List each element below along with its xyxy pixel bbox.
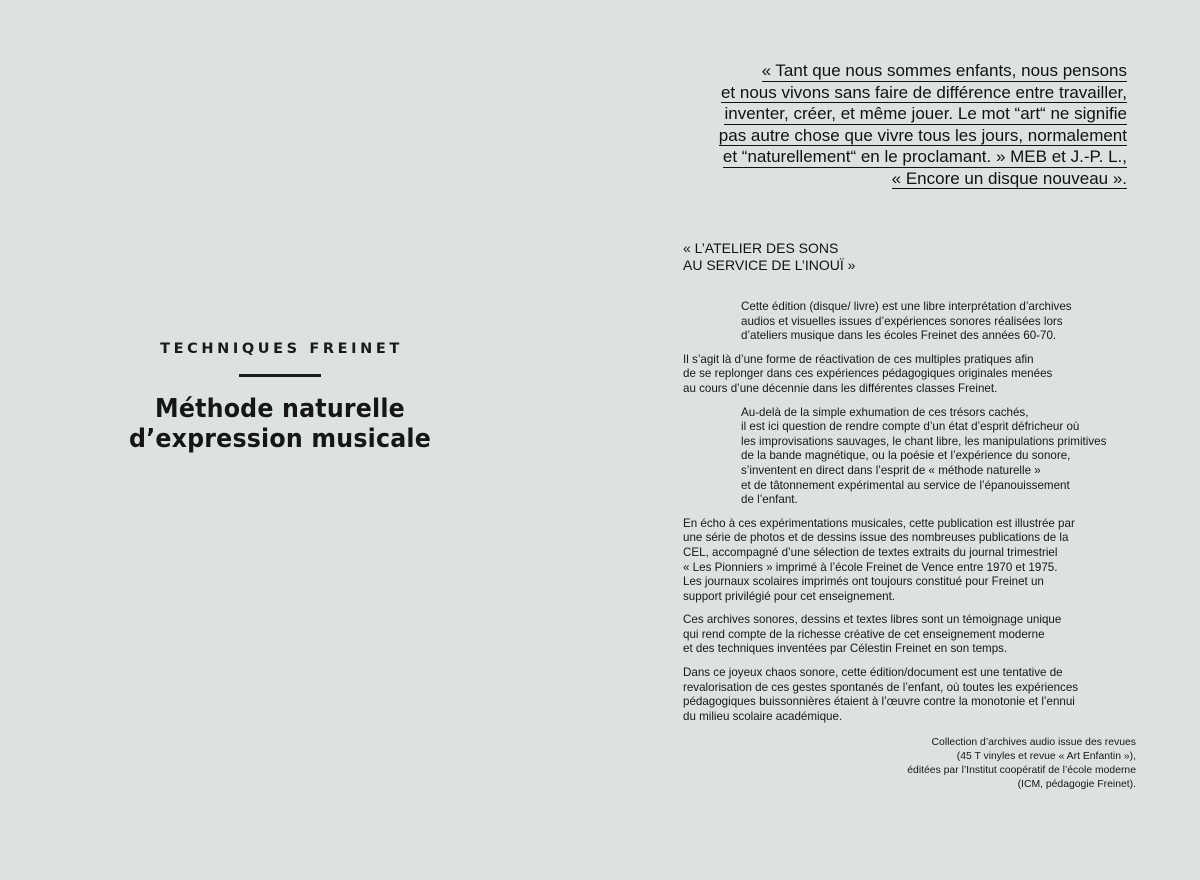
right-page xyxy=(600,0,1200,880)
quote-line: « Encore un disque nouveau ». xyxy=(891,168,1127,188)
heading-line: « L’ATELIER DES SONS xyxy=(683,240,839,256)
epigraph-quote xyxy=(667,60,1127,189)
cover-series-label: TECHNIQUES FREINET xyxy=(160,341,403,357)
section-heading xyxy=(683,240,855,274)
quote-line: et “naturellement“ en le proclamant. » MEB et J.-P. L., xyxy=(722,147,1127,166)
colophon-credit xyxy=(907,736,1136,792)
cover-title-line: Méthode naturelle xyxy=(155,394,405,424)
heading-line: AU SERVICE DE L’INOUÏ » xyxy=(683,257,856,273)
paragraph-reactivation: Il s’agit là d’une forme de réactivation de ces multiples pratiques afin de se replonger dans ces expériences pédagogiques originales menées au cours d’une décennie dans les différentes classes Freinet. xyxy=(683,352,1053,395)
cover-title-line: d’expression musicale xyxy=(129,424,431,454)
colophon-line: Collection d’archives audio issue des revues xyxy=(931,737,1136,748)
paragraph-chaos: Dans ce joyeux chaos sonore, cette édition/document est une tentative de revalorisation de ces gestes spontanés de l’enfant, où toutes les expériences pédagogiques buissonnières étaient à l’œuvre contre la monotonie et l’ennui du milieu scolaire académique. xyxy=(683,666,1079,723)
cover-reproduction xyxy=(110,340,450,454)
cover-divider-rule xyxy=(239,374,321,377)
quote-line: inventer, créer, et même jouer. Le mot “art“ ne signifie xyxy=(724,104,1127,123)
quote-line: « Tant que nous sommes enfants, nous pensons xyxy=(761,61,1127,80)
paragraph-exhumation: Au-delà de la simple exhumation de ces trésors cachés, il est ici question de rendre compte d’un état d’esprit défricheur où les improvisations sauvages, le chant libre, les manipulations primitives de la bande magnétique, ou la poésie et l’expérience du sonore, s’inventent en direct dans l’esprit de « méthode naturelle » et de tâtonnement expérimental au service de l’épanouissement de l’enfant. xyxy=(741,405,1107,507)
paragraph-illustrations: En écho à ces expérimentations musicales, cette publication est illustrée par une série de photos et de dessins issue des nombreuses publications de la CEL, accompagné d’une sélection de textes extraits du journal trimestriel « Les Pionniers » imprimé à l’école Freinet de Vence entre 1970 et 1975. Les journaux scolaires imprimés ont toujours constitué pour Freinet un support privilégié pour cet enseignement. xyxy=(683,516,1075,603)
colophon-line: éditées par l’Institut coopératif de l’école moderne xyxy=(907,765,1136,776)
quote-line: pas autre chose que vivre tous les jours, normalement xyxy=(718,125,1127,145)
colophon-line: (ICM, pédagogie Freinet). xyxy=(1017,779,1136,790)
colophon-line: (45 T vinyles et revue « Art Enfantin »), xyxy=(956,751,1136,762)
paragraph-intro: Cette édition (disque/ livre) est une libre interprétation d’archives audios et visuelles issues d’expériences sonores réalisées lors d’ateliers musique dans les écoles Freinet des années 60-70. xyxy=(741,300,1072,343)
cover-title xyxy=(122,394,438,454)
body-text xyxy=(683,300,1153,733)
paragraph-archives: Ces archives sonores, dessins et textes libres sont un témoignage unique qui rend compte de la richesse créative de cet enseignement moderne et des techniques inventées par Célestin Freinet en son temps. xyxy=(683,613,1062,656)
quote-line: et nous vivons sans faire de différence entre travailler, xyxy=(720,82,1127,102)
